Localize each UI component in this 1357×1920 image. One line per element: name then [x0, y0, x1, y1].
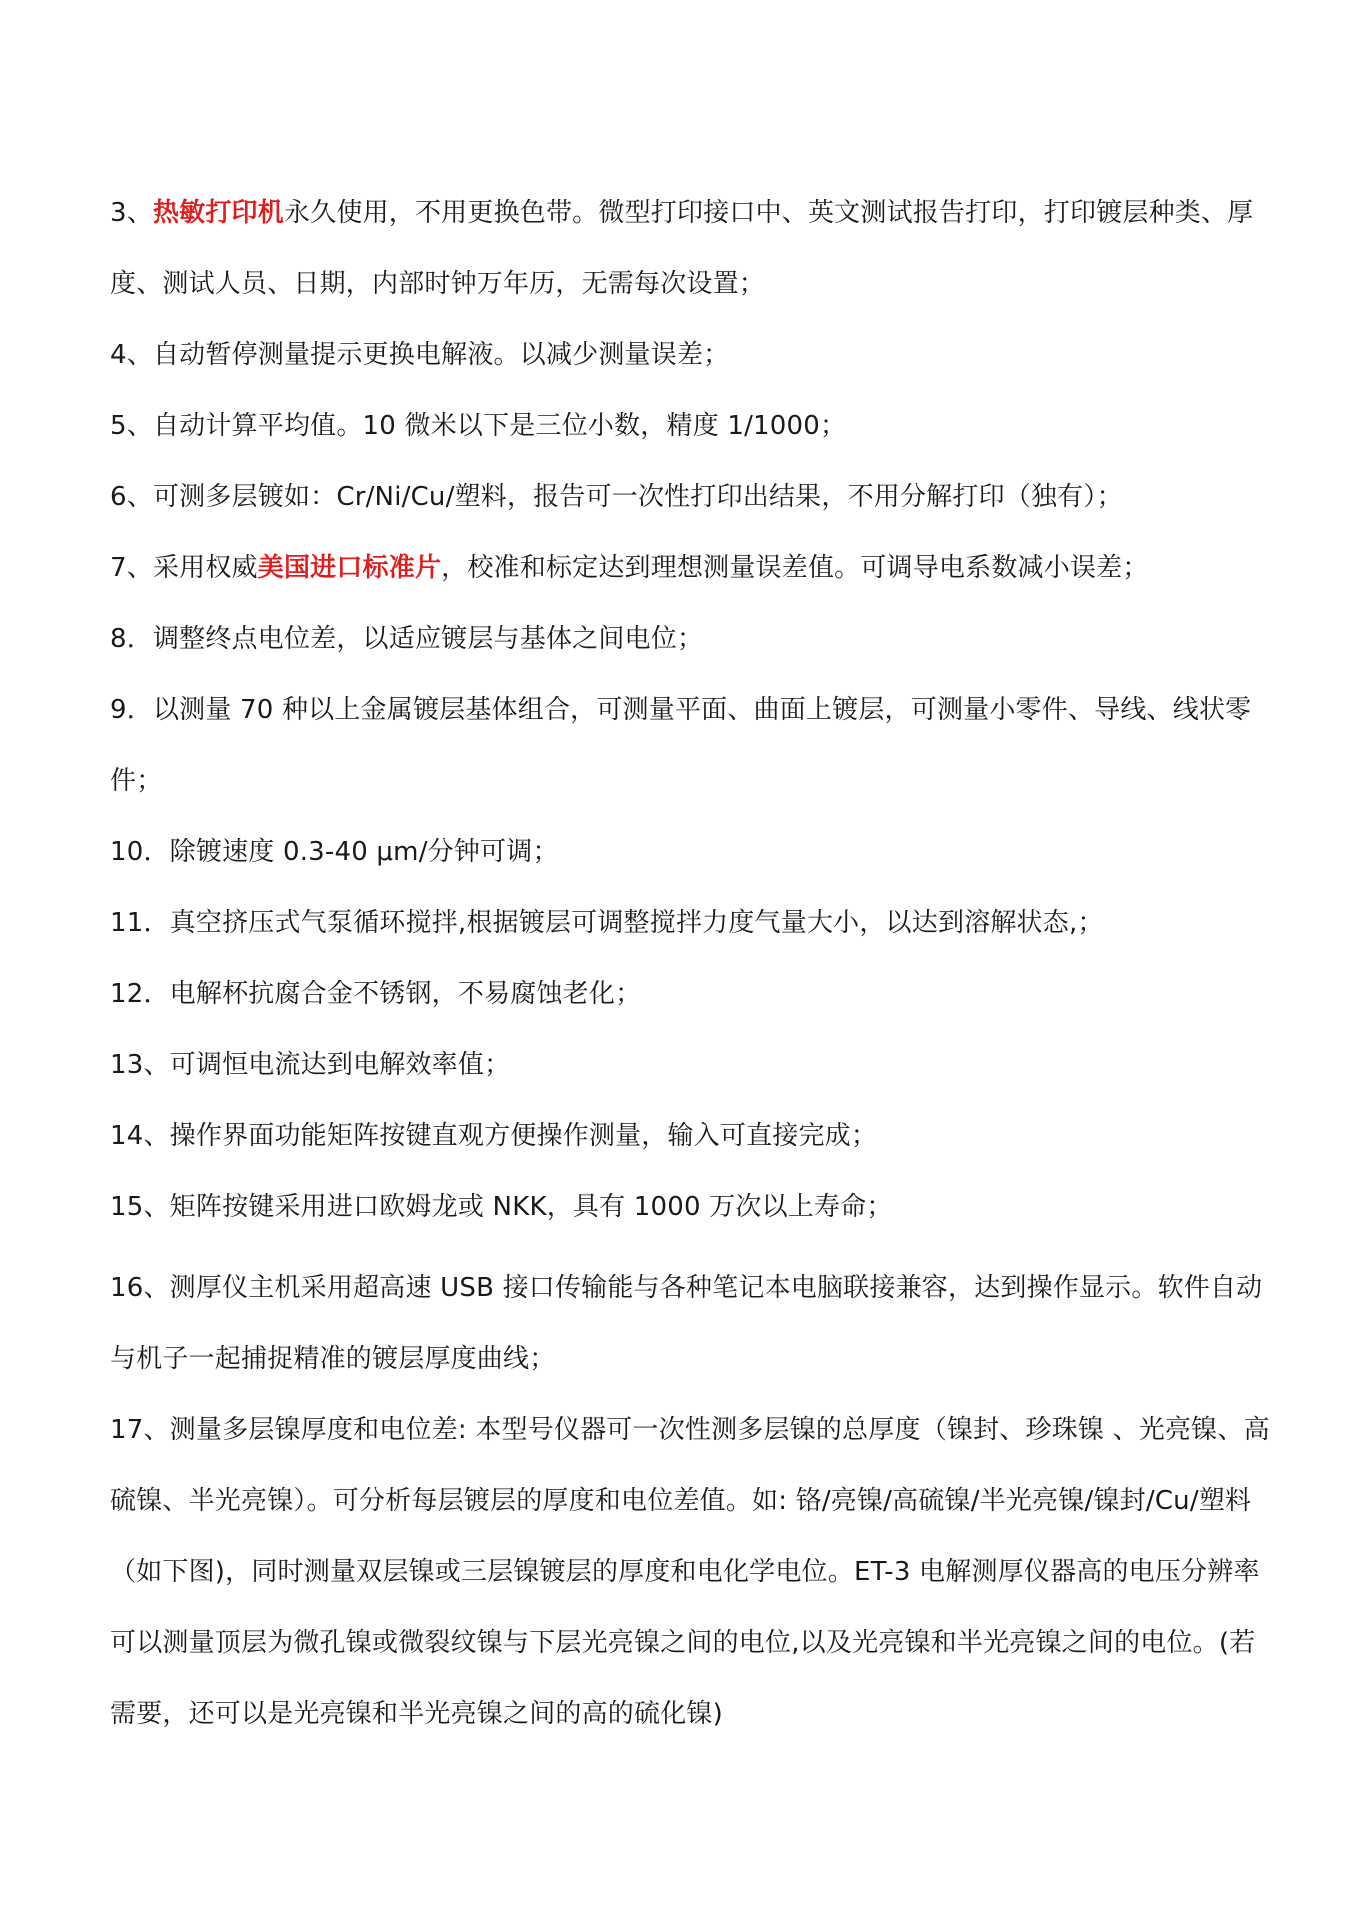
list-item-12: 12．电解杯抗腐合金不锈钢，不易腐蚀老化； — [110, 979, 642, 1009]
list-item-6: 6、可测多层镀如：Cr/Ni/Cu/塑料，报告可一次性打印出结果，不用分解打印（独有）； — [110, 482, 1123, 512]
item-3-text: 永久使用，不用更换色带。微型打印接口中、英文测试报告打印，打印镀层种类、厚度、测试人员、日期，内部时钟万年历，无需每次设置； — [110, 198, 1254, 299]
list-item-5: 5、自动计算平均值。10 微米以下是三位小数，精度 1/1000； — [110, 411, 847, 441]
item-7-highlight: 美国进口标准片 — [257, 553, 442, 583]
item-3-prefix: 3、 — [110, 198, 153, 228]
item-7-prefix: 7、采用权威 — [110, 553, 258, 583]
list-item-4: 4、自动暂停测量提示更换电解液。以减少测量误差； — [110, 340, 730, 370]
list-item-16: 16、测厚仪主机采用超高速 USB 接口传输能与各种笔记本电脑联接兼容，达到操作显示。软件自动与机子一起捕捉精准的镀层厚度曲线； — [110, 1273, 1263, 1374]
list-item-14: 14、操作界面功能矩阵按键直观方便操作测量，输入可直接完成； — [110, 1121, 878, 1151]
list-item-8: 8．调整终点电位差，以适应镀层与基体之间电位； — [110, 624, 704, 654]
list-item-3 — [110, 178, 1280, 320]
item-3-highlight: 热敏打印机 — [152, 198, 284, 228]
feature-list — [110, 178, 1280, 1750]
list-item-11: 11．真空挤压式气泵循环搅拌,根据镀层可调整搅拌力度气量大小，以达到溶解状态,； — [110, 908, 1104, 938]
list-item-17: 17、测量多层镍厚度和电位差: 本型号仪器可一次性测多层镍的总厚度（镍封、珍珠镍 、光亮镍、高硫镍、半光亮镍）。可分析每层镀层的厚度和电位差值。如: 铬/亮镍/高硫镍/半光亮镍/镍封/Cu/塑料 （如下图)，同时测量双层镍或三层镍镀层的厚度和电化学电位。ET-3 电解测厚仪器高的电压分辨率可以测量顶层为微孔镍或微裂纹镍与下层光亮镍之间的电位,以及光亮镍和半光亮镍之间的电位。(若需要，还可以是光亮镍和半光亮镍之间的高的硫化镍) — [110, 1415, 1270, 1729]
list-item-10: 10．除镀速度 0.3-40 μm/分钟可调； — [110, 837, 559, 867]
list-item-7 — [110, 533, 1280, 604]
item-7-text: ，校准和标定达到理想测量误差值。可调导电系数减小误差； — [441, 553, 1149, 583]
list-item-13: 13、可调恒电流达到电解效率值； — [110, 1050, 511, 1080]
list-item-15: 15、矩阵按键采用进口欧姆龙或 NKK，具有 1000 万次以上寿命； — [110, 1192, 893, 1222]
list-item-9: 9．以测量 70 种以上金属镀层基体组合，可测量平面、曲面上镀层，可测量小零件、导线、线状零件； — [110, 695, 1252, 796]
